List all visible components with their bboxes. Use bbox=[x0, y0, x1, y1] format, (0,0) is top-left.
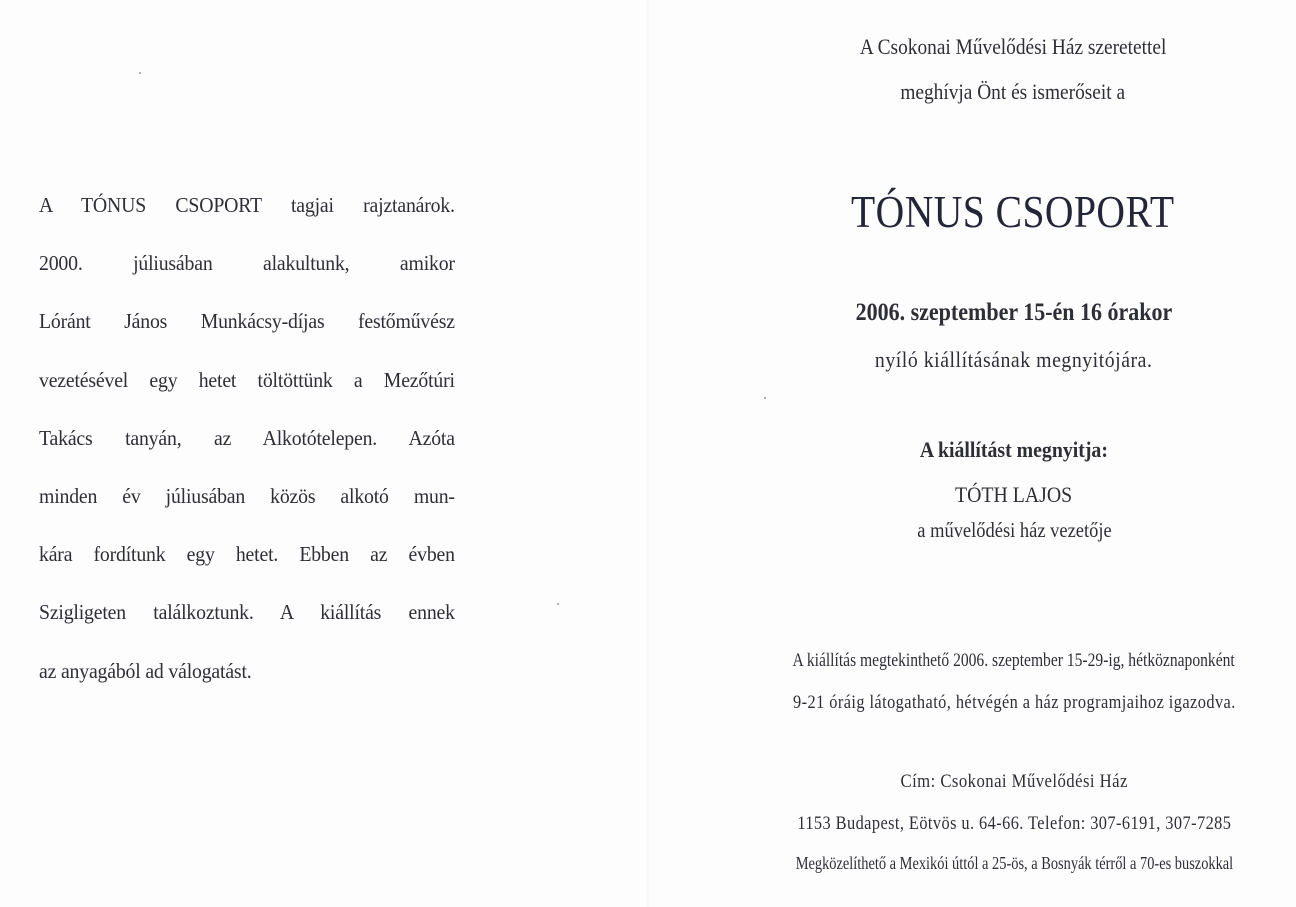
description-line: az anyagából ad válogatást. bbox=[39, 658, 252, 683]
opener-heading: A kiállítást megnyitja: bbox=[919, 437, 1109, 462]
opener-role: a művelődési ház vezetője bbox=[916, 518, 1112, 542]
description-line: minden év júliusában közös alkotó mun- bbox=[39, 483, 455, 508]
right-page bbox=[648, 0, 1296, 907]
address-label: Cím: Csokonai Művelődési Ház bbox=[900, 771, 1128, 792]
description-line: Szigligeten találkoztunk. A kiállítás ennek bbox=[39, 600, 455, 625]
description-line: 2000. júliusában alakultunk, amikor bbox=[39, 251, 455, 276]
invitation-line: meghívja Önt és ismerőseit a bbox=[900, 79, 1126, 104]
description-line: A TÓNUS CSOPORT tagjai rajztanárok. bbox=[39, 193, 455, 217]
exhibition-title: TÓNUS CSOPORT bbox=[851, 187, 1175, 237]
description-line: kára fordítunk egy hetet. Ebben az évben bbox=[39, 542, 455, 567]
opening-subtitle: nyíló kiállításának megnyitójára. bbox=[875, 347, 1153, 372]
description-line: Lóránt János Munkácsy-díjas festőművész bbox=[39, 309, 455, 334]
paper-speck bbox=[557, 603, 559, 605]
opener-name: TÓTH LAJOS bbox=[955, 482, 1073, 507]
visiting-hours-line: A kiállítás megtekinthető 2006. szeptember 15-29-ig, hétköznaponként bbox=[792, 650, 1236, 671]
invitation-line: A Csokonai Művelődési Ház szeretettel bbox=[859, 34, 1167, 59]
transport-line: Megközelíthető a Mexikói úttól a 25-ös, a Bosnyák térről a 70-es buszokkal bbox=[795, 853, 1233, 873]
opening-date: 2006. szeptember 15-én 16 órakor bbox=[855, 299, 1173, 326]
address-phone-line: 1153 Budapest, Eötvös u. 64-66. Telefon: 307-6191, 307-7285 bbox=[796, 813, 1232, 834]
group-description bbox=[39, 176, 455, 700]
paper-speck bbox=[139, 72, 141, 74]
visiting-hours-line: 9-21 óráig látogatható, hétvégén a ház programjaihoz igazodva. bbox=[792, 692, 1236, 713]
paper-speck bbox=[764, 397, 766, 399]
description-line: Takács tanyán, az Alkotótelepen. Azóta bbox=[39, 425, 455, 450]
description-line: vezetésével egy hetet töltöttünk a Mezőtúri bbox=[39, 367, 455, 392]
